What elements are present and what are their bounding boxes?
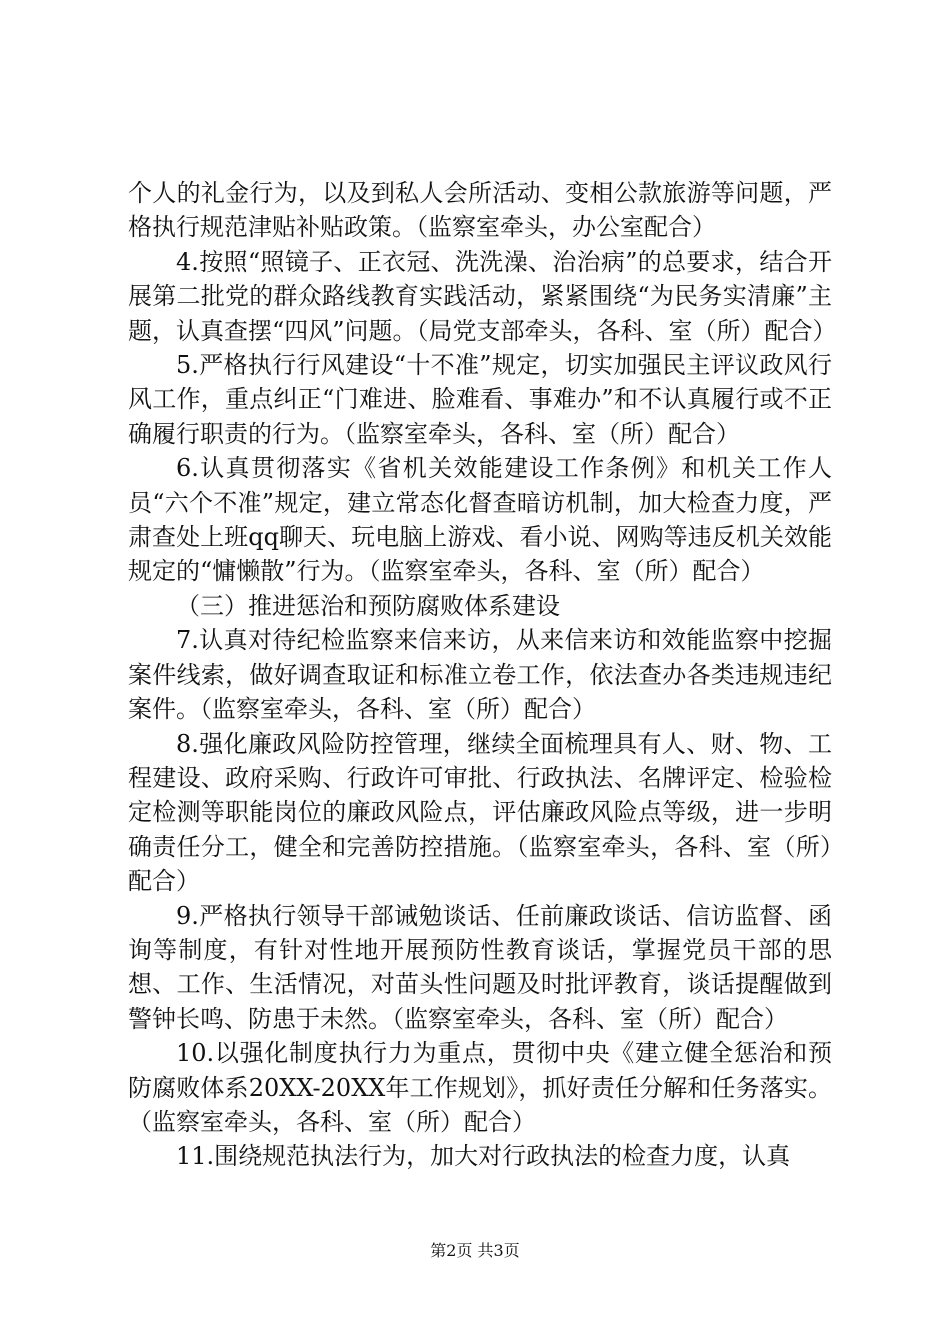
- paragraph-item-10: 10.以强化制度执行力为重点，贯彻中央《建立健全惩治和预防腐败体系20XX-20XX年工作规划》，抓好责任分解和任务落实。（监察室牵头，各科、室（所）配合）: [128, 1039, 832, 1136]
- page-footer: 第2页 共3页: [430, 1241, 520, 1260]
- paragraph-item-4: 4.按照“照镜子、正衣冠、洗洗澡、治治病”的总要求，结合开展第二批党的群众路线教育实践活动，紧紧围绕“为民务实清廉”主题，认真查摆“四风”问题。（局党支部牵头，各科、室（所）配合）: [128, 247, 837, 345]
- paragraph-item-9: 9.严格执行领导干部诫勉谈话、任前廉政谈话、信访监督、函询等制度，有针对性地开展预防性教育谈话，掌握党员干部的思想、工作、生活情况，对苗头性问题及时批评教育，谈话提醒做到警钟长鸣、防患于未然。（监察室牵头，各科、室（所）配合）: [128, 901, 832, 1033]
- paragraph-item-11: 11.围绕规范执法行为，加大对行政执法的检查力度，认真: [176, 1142, 791, 1171]
- document-body: [128, 176, 837, 1174]
- paragraph-item-7: 7.认真对待纪检监察来信来访，从来信来访和效能监察中挖掘案件线索，做好调查取证和标准立卷工作，依法查办各类违规违纪案件。（监察室牵头，各科、室（所）配合）: [128, 626, 832, 724]
- paragraph-item-6: 6.认真贯彻落实《省机关效能建设工作条例》和机关工作人员“六个不准”规定，建立常态化督查暗访机制，加大检查力度，严肃查处上班qq聊天、玩电脑上游戏、看小说、网购等违反机关效能规定的“慵懒散”行为。（监察室牵头，各科、室（所）配合）: [128, 454, 832, 586]
- paragraph-item-5: 5.严格执行行风建设“十不准”规定，切实加强民主评议政风行风工作，重点纠正“门难进、脸难看、事难办”和不认真履行或不正确履行职责的行为。（监察室牵头，各科、室（所）配合）: [128, 351, 832, 448]
- paragraph-continuation: 个人的礼金行为，以及到私人会所活动、变相公款旅游等问题，严格执行规范津贴补贴政策。（监察室牵头，办公室配合）: [128, 179, 832, 242]
- section-heading-3: （三）推进惩治和预防腐败体系建设: [176, 591, 560, 620]
- paragraph-item-8: 8.强化廉政风险防控管理，继续全面梳理具有人、财、物、工程建设、政府采购、行政许可审批、行政执法、名牌评定、检验检定检测等职能岗位的廉政风险点，评估廉政风险点等级，进一步明确责任分工，健全和完善防控措施。（监察室牵头，各科、室（所）配合）: [128, 729, 832, 896]
